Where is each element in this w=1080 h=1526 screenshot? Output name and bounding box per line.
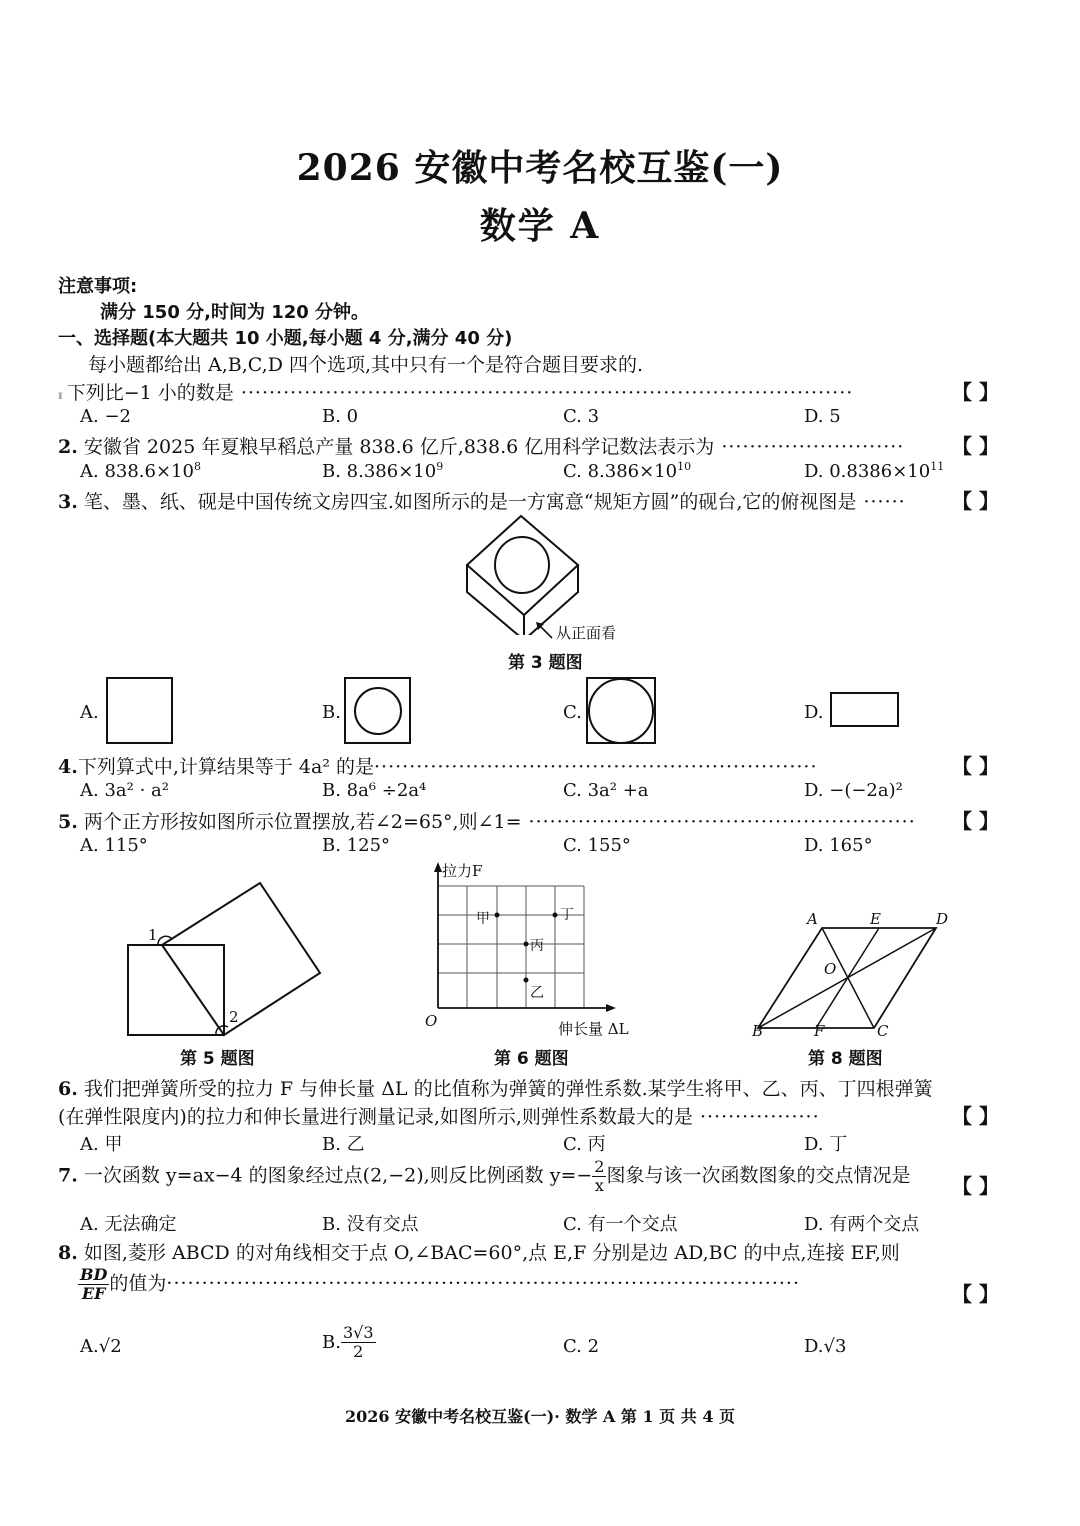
q7-option-b: B. 没有交点: [322, 1214, 419, 1235]
q1-option-a: A. −2: [80, 406, 131, 427]
q4-option-d: D. −(−2a)²: [804, 780, 903, 801]
q6-point-ding: [553, 913, 558, 918]
q8-option-c: C. 2: [563, 1336, 600, 1357]
q1-option-d: D. 5: [804, 406, 841, 427]
q1-stem: ɪ 下列比−1 小的数是 ·······················································································: [58, 382, 854, 404]
q3-option-b-square-circle: [344, 677, 412, 745]
q5-option-d: D. 165°: [804, 835, 873, 856]
q5-stem: 5. 两个正方形按如图所示位置摆放,若∠2=65°,则∠1= ·······················································: [58, 811, 916, 833]
q4-answer-bracket: 【 】: [952, 754, 999, 778]
q5-text: 两个正方形按如图所示位置摆放,若∠2=65°,则∠1=: [83, 811, 522, 833]
q6-x-axis-label: 伸长量 ΔL: [558, 1020, 629, 1038]
q2-stem: 2. 安徽省 2025 年夏粮早稻总产量 838.6 亿斤,838.6 亿用科学记数法表示为 ··························: [58, 436, 905, 458]
q6-option-b: B. 乙: [322, 1134, 365, 1155]
q7-option-a: A. 无法确定: [80, 1214, 177, 1235]
q6-option-a: A. 甲: [80, 1134, 123, 1155]
q3-option-b: B.: [322, 702, 341, 723]
q4-stem: 4.下列算式中,计算结果等于 4a² 的是·······························································: [58, 756, 818, 778]
q6-figure-caption: 第 6 题图: [494, 1049, 569, 1069]
q7-option-d: D. 有两个交点: [804, 1214, 920, 1235]
q6-stem: [58, 1074, 933, 1101]
q8-label-c: C: [877, 1022, 889, 1040]
q6-label-yi: 乙: [530, 985, 544, 1001]
q2-answer-bracket: 【 】: [952, 434, 999, 458]
notes-line: 满分 150 分,时间为 120 分钟。: [100, 302, 370, 323]
q4-option-c: C. 3a² +a: [563, 780, 649, 801]
q3-answer-bracket: 【 】: [952, 489, 999, 513]
q1-option-c: C. 3: [563, 406, 600, 427]
q6-grid-figure: [420, 858, 630, 1028]
q8-label-f: F: [814, 1022, 825, 1040]
q8-option-a: A.√2: [80, 1336, 122, 1357]
q4-number: 4.: [58, 756, 78, 778]
q5-squares-figure: [120, 875, 330, 1045]
q8-number: 8.: [58, 1242, 78, 1264]
page-footer: 2026 安徽中考名校互鉴(一)· 数学 A 第 1 页 共 4 页: [344, 1407, 736, 1426]
q3-option-a: A.: [80, 702, 99, 723]
q7-stem: [58, 1158, 911, 1195]
q8-stem-line2: $\frac{BD}{EF}$ 的值为··························································································: [80, 1265, 800, 1303]
q3-figure-caption: 第 3 题图: [508, 653, 583, 673]
q6-label-bing: 丙: [530, 938, 544, 954]
q6-label-ding: 丁: [560, 907, 574, 923]
q2-option-d: D. $0.8386\times 10^{11}$: [804, 460, 945, 482]
q5-option-b: B. 125°: [322, 835, 391, 856]
q7-text-tail: 图象与该一次函数图象的交点情况是: [606, 1164, 911, 1187]
q4-option-a: A. 3a² · a²: [80, 780, 169, 801]
q6-point-bing: [524, 942, 529, 947]
subject-title: 数学 A: [479, 205, 601, 247]
q8-option-d: D.√3: [804, 1336, 847, 1357]
q3-view-label: 从正面看: [556, 624, 617, 642]
q6-point-yi: [524, 978, 529, 983]
q8-label-e: E: [870, 910, 881, 928]
q7-number: 7.: [58, 1164, 78, 1187]
q6-option-c: C. 丙: [563, 1134, 606, 1155]
q4-option-b: B. 8a⁶ ÷2a⁴: [322, 780, 427, 801]
q5-option-a: A. 115°: [80, 835, 148, 856]
q4-text: 下列算式中,计算结果等于 4a² 的是: [77, 756, 374, 778]
q6-text: 我们把弹簧所受的拉力 F 与伸长量 ΔL 的比值称为弹簧的弹性系数.某学生将甲、乙、丙、丁四根弹簧: [83, 1078, 933, 1100]
view-direction-arrow-icon: [534, 620, 556, 642]
q3-option-d: D.: [804, 702, 824, 723]
q6-stem-line2: (在弹性限度内)的拉力和伸长量进行测量记录,如图所示,则弹性系数最大的是 ·················: [58, 1106, 820, 1128]
q7-option-c: C. 有一个交点: [563, 1214, 678, 1235]
q8-option-b: B. $\frac{3√3}{2}$: [322, 1323, 374, 1361]
q8-fraction: $\frac{BD}{EF}$: [80, 1265, 108, 1303]
q3-option-d-rectangle: [830, 692, 900, 728]
q8-stem: [58, 1238, 900, 1265]
q8-rhombus-figure: [750, 910, 950, 1030]
q7-text: 一次函数 y=ax−4 的图象经过点(2,−2),则反比例函数 y=−: [83, 1164, 593, 1187]
q6-point-jia: [495, 913, 500, 918]
q6-answer-bracket: 【 】: [952, 1104, 999, 1128]
q3-text: 笔、墨、纸、砚是中国传统文房四宝.如图所示的是一方寓意“规矩方圆”的砚台,它的俯视图是: [83, 491, 857, 513]
q8-figure-caption: 第 8 题图: [808, 1049, 883, 1069]
q1-answer-bracket: 【 】: [952, 380, 999, 404]
q8-label-b: B: [752, 1022, 764, 1040]
q5-angle1-label: 1: [148, 926, 158, 944]
q5-figure-caption: 第 5 题图: [180, 1049, 255, 1069]
q3-option-c-square-circle: [586, 677, 657, 745]
q6-origin-label: O: [425, 1012, 438, 1030]
q8-text: 如图,菱形 ABCD 的对角线相交于点 O,∠BAC=60°,点 E,F 分别是边 AD,BC 的中点,连接 EF,则: [83, 1242, 900, 1264]
q2-text: 安徽省 2025 年夏粮早稻总产量 838.6 亿斤,838.6 亿用科学记数法表示为: [83, 436, 715, 458]
exam-title: 2026 安徽中考名校互鉴(一): [296, 147, 784, 189]
q2-option-b: B. $8.386\times 10^9$: [322, 460, 444, 482]
q5-option-c: C. 155°: [563, 835, 631, 856]
q5-number: 5.: [58, 811, 78, 833]
q8-label-d: D: [936, 910, 949, 928]
q8-label-o: O: [824, 960, 837, 978]
q3-option-a-square: [106, 677, 174, 745]
q6-option-d: D. 丁: [804, 1134, 848, 1155]
q1-number: ɪ: [58, 388, 67, 402]
notes-heading: 注意事项:: [58, 276, 138, 297]
q1-option-b: B. 0: [322, 406, 359, 427]
q6-y-axis-label: 拉力F: [442, 862, 483, 880]
q3-number: 3.: [58, 491, 78, 513]
q8-label-a: A: [807, 910, 818, 928]
section1-instruction: 每小题都给出 A,B,C,D 四个选项,其中只有一个是符合题目要求的.: [88, 354, 644, 376]
q3-stem: 3. 笔、墨、纸、砚是中国传统文房四宝.如图所示的是一方寓意“规矩方圆”的砚台,它的俯视图是 ······: [58, 491, 906, 513]
section1-heading: 一、选择题(本大题共 10 小题,每小题 4 分,满分 40 分): [58, 328, 513, 349]
q6-label-jia: 甲: [476, 911, 490, 927]
q1-text: 下列比−1 小的数是: [66, 382, 234, 404]
q3-option-c: C.: [563, 702, 582, 723]
q5-angle2-label: 2: [229, 1008, 239, 1026]
q2-number: 2.: [58, 436, 78, 458]
q6-number: 6.: [58, 1078, 78, 1100]
q7-answer-bracket: 【 】: [952, 1174, 999, 1198]
q5-answer-bracket: 【 】: [952, 809, 999, 833]
q2-option-a: A. $838.6\times 10^8$: [80, 460, 201, 482]
q2-option-c: C. $8.386\times 10^{10}$: [563, 460, 692, 482]
q7-fraction: $\frac{2}{x}$: [594, 1157, 605, 1195]
q3-inkstone-figure: [460, 510, 620, 635]
q8-answer-bracket: 【 】: [952, 1282, 999, 1306]
